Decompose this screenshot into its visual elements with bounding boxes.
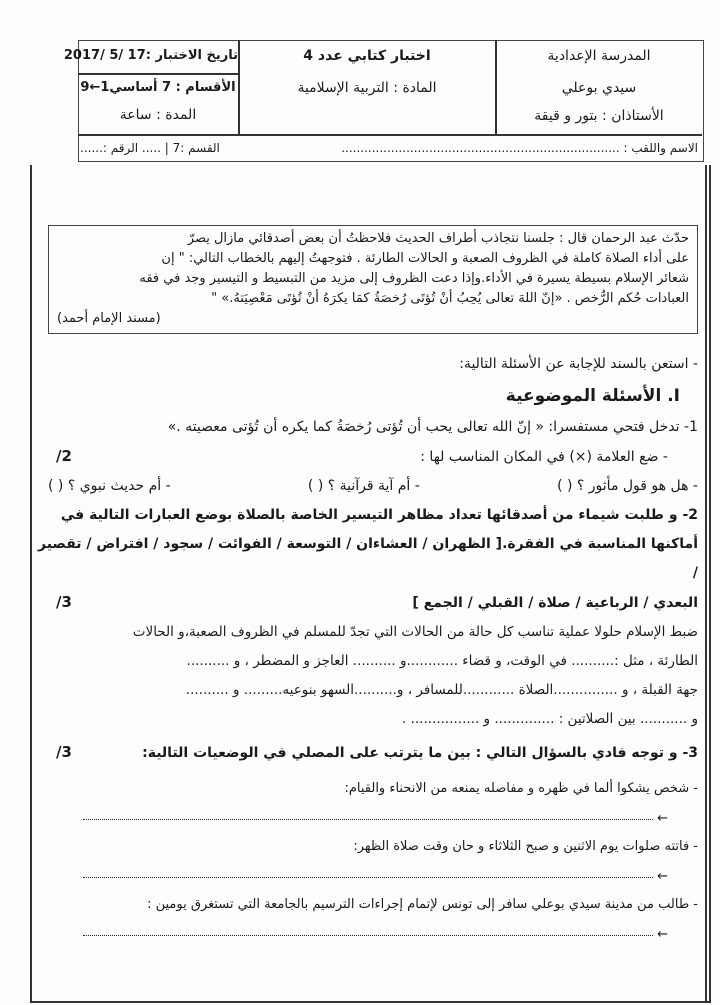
q2-paragraph-line[interactable]: جهة القبلة ، و ...............الصلاة ............للمسافر ، و..........السهو بنوعيه......... و .......... bbox=[185, 682, 698, 698]
passage-box bbox=[48, 225, 698, 334]
q3-text: 3- و توجه فادي بالسؤال التالي : بين ما يترتب على المصلي في الوضعيات التالية: bbox=[142, 745, 698, 761]
frame-left-line bbox=[30, 165, 32, 1003]
option-mathur[interactable]: - هل هو قول مأثور ؟ ( ) bbox=[557, 478, 698, 494]
passage-line: حدّث عبد الرحمان قال : جلسنا نتجاذب أطراف الحديث فلاحظتُ أن بعض أصدقائي مازال يصرّ bbox=[187, 231, 689, 246]
q3-case: - طالب من مدينة سيدي بوعلي سافر إلى تونس لإتمام إجراءات الترسيم بالجامعة التي تستغرق يومين : bbox=[147, 897, 698, 912]
q1-instruction: - ضع العلامة (×) في المكان المناسب لها : bbox=[420, 449, 668, 465]
exam-content bbox=[38, 225, 698, 950]
classes: الأقسام : 7 أساسي1←9 bbox=[80, 80, 236, 95]
frame-right-line bbox=[705, 165, 707, 1003]
answer-line[interactable] bbox=[83, 877, 653, 878]
passage-line: على أداء الصلاة كاملة في الظروف الصعبة و الحالات الطارئة . فتوجهتُ إليهم بالخطاب التالي: " إن bbox=[161, 251, 689, 266]
q3-case: - شخص يشكوا ألما في ظهره و مفاصله يمنعه من الانحناء والقيام: bbox=[344, 781, 698, 796]
answer-line[interactable] bbox=[83, 819, 653, 820]
subject: المادة : التربية الإسلامية bbox=[297, 80, 437, 96]
duration: المدة : ساعة bbox=[119, 107, 197, 123]
frame-right-line-2 bbox=[709, 165, 711, 1003]
q1-options bbox=[38, 472, 698, 501]
q1-text: 1- تدخل فتحي مستفسرا: « إنّ الله تعالى يحب أن تُؤتى رُخصَةُ كما يكره أن تُؤتى معصيته .» bbox=[167, 419, 698, 435]
q2-paragraph-line[interactable]: و ........... بين الصلاتين : .............. و ................ . bbox=[402, 711, 698, 727]
q3-row bbox=[38, 738, 698, 768]
section-title: I. الأسئلة الموضوعية bbox=[505, 386, 680, 406]
q2-paragraph-line: ضبط الإسلام حلولا عملية تناسب كل حالة من الحالات التي تجدّ للمسلم في الظروف الصعبة،و الحالات bbox=[132, 624, 698, 640]
passage-line: شعائر الإسلام بسيطة يسيرة في الأداء.وإذا دعت الظروف إلى مزيد من التبسيط و التيسير وجد في فقه bbox=[139, 271, 689, 286]
frame-bottom-line bbox=[30, 1001, 710, 1003]
q2-line: أماكنها المناسبة في الفقرة.[ الظهران / العشاءان / التوسعة / الفوائت / سجود / افتراض / تقصير / bbox=[37, 536, 698, 581]
arrow-icon: ← bbox=[657, 811, 668, 826]
passage-line: العبادات حُكم الرُّخص . «إنّ اللهَ تعالى يُحِبُ أنْ تُؤتَى رُخصَةُ كمَا يكرَهُ أنْ تُؤتَى مَعْصِيَتهُ.» " bbox=[211, 291, 689, 306]
q3-score: /3 bbox=[56, 743, 72, 761]
class-number-field[interactable]: القسم :7 | ..... الرقم :...... bbox=[80, 141, 220, 155]
q2-paragraph-line[interactable]: الطارئة ، مثل :.......... في الوقت، و قضاء ............و .......... العاجز و المضطر ، و .......... bbox=[186, 653, 698, 669]
instruction: - استعن بالسند للإجابة عن الأسئلة التالية: bbox=[459, 356, 698, 372]
town-name: سيدي بوعلي bbox=[561, 80, 637, 96]
option-hadith[interactable]: - أم حديث نبوي ؟ ( ) bbox=[48, 478, 171, 494]
arrow-icon: ← bbox=[657, 927, 668, 942]
q2-line: البعدي / الرباعية / صلاة / القبلي / الجمع ] bbox=[412, 595, 698, 611]
arrow-icon: ← bbox=[657, 869, 668, 884]
name-field[interactable]: الاسم واللقب : ......................................................................... bbox=[341, 141, 698, 155]
header-student-row bbox=[80, 137, 698, 159]
q1-score: /2 bbox=[56, 447, 72, 465]
teachers: الأستاذان : بتور و قيقة bbox=[534, 108, 664, 124]
school-name: المدرسة الإعدادية bbox=[547, 48, 651, 64]
q1-instruction-row bbox=[38, 442, 698, 472]
q2-line: 2- و طلبت شيماء من أصدقائها تعداد مظاهر التيسير الخاصة بالصلاة بوضع العبارات التالية في bbox=[60, 507, 698, 523]
answer-row bbox=[38, 916, 698, 942]
answer-line[interactable] bbox=[83, 935, 653, 936]
q2-score: /3 bbox=[56, 593, 72, 611]
passage-source: (مسند الإمام أحمد) bbox=[57, 311, 161, 326]
answer-row bbox=[38, 800, 698, 826]
q2-last-row bbox=[38, 588, 698, 618]
exam-date: تاريخ الاختبار :17 /5 /2017 bbox=[63, 48, 238, 63]
answer-row bbox=[38, 858, 698, 884]
q3-case: - فاتته صلوات يوم الاثنين و صبح الثلاثاء و حان وقت صلاة الظهر: bbox=[353, 839, 698, 854]
exam-title: اختبار كتابي عدد 4 bbox=[303, 48, 431, 64]
option-quran[interactable]: - أم آية قرآنية ؟ ( ) bbox=[307, 478, 420, 494]
